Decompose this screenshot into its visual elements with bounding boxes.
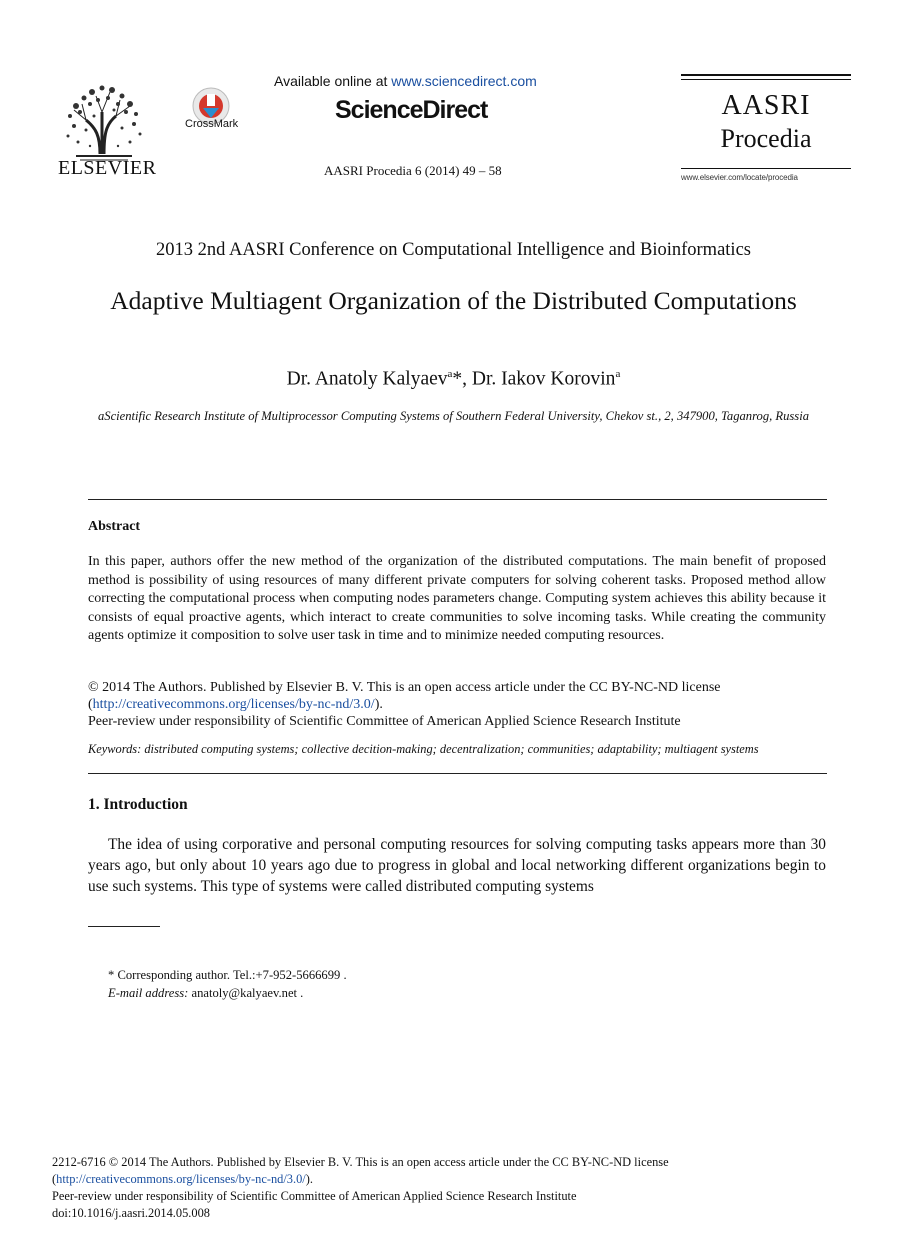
- license-link[interactable]: http://creativecommons.org/licenses/by-nc-nd/3.0/: [92, 697, 375, 712]
- email-address[interactable]: anatoly@kalyaev.net .: [188, 986, 304, 1000]
- sciencedirect-link[interactable]: www.sciencedirect.com: [391, 73, 537, 89]
- email-label: E-mail address:: [108, 986, 189, 1000]
- author-name: Dr. Anatoly Kalyaev: [286, 368, 448, 390]
- copyright-notice: [88, 679, 826, 730]
- abstract-heading: Abstract: [88, 519, 141, 534]
- journal-brand-rule: [681, 74, 851, 76]
- paren-close: ).: [374, 697, 383, 712]
- license-line: [88, 696, 826, 713]
- footer-issn-line: 2212-6716 © 2014 The Authors. Published by Elsevier B. V. This is an open access article under the CC BY-NC-ND license: [52, 1155, 669, 1169]
- section-divider: [88, 499, 827, 500]
- crossmark-label[interactable]: CrossMark: [185, 118, 239, 130]
- footer-license-link[interactable]: http://creativecommons.org/licenses/by-nc-nd/3.0/: [56, 1172, 306, 1186]
- introduction-text: The idea of using corporative and personal computing resources for solving computing tasks appears more than 30 years ago, but only about 10 years ago due to progress in global and local networking different organizations begin to use such systems. This type of systems were called distributed computing systems: [88, 836, 826, 895]
- author-separator: ,: [462, 368, 472, 390]
- journal-url-link[interactable]: www.elsevier.com/locate/procedia: [681, 173, 798, 182]
- email-note: [108, 986, 303, 1001]
- journal-brand-rule: [681, 79, 851, 80]
- affiliation-marker: a: [615, 368, 621, 380]
- publisher-name: ELSEVIER: [58, 157, 157, 179]
- author-list: [0, 368, 907, 391]
- section-divider: [88, 773, 827, 774]
- paren-close: ).: [305, 1172, 313, 1186]
- available-prefix: Available online at: [274, 73, 392, 89]
- keywords: Keywords: distributed computing systems; collective decition-making; decentralization; communities; adaptability; multiagent systems: [88, 742, 759, 756]
- sciencedirect-logo-text: ScienceDirect: [335, 96, 488, 124]
- paren-open: (: [88, 697, 93, 712]
- peer-review-line: Peer-review under responsibility of Scientific Committee of American Applied Science Research Institute: [88, 714, 681, 729]
- abstract-text: In this paper, authors offer the new method of the organization of the distributed computations. The main benefit of proposed method is possibility of using resources of many different private computers for solving coherent tasks. Proposed method allow correcting the computational process when computing nodes parameters change. Computing system achieves this ability because it consists of equal proactive agents, which interact to create communities to solve incoming tasks. While creating the community agents optimize it composition to solve user task in time and to minimize needed computing resources.: [88, 554, 826, 644]
- paper-title: Adaptive Multiagent Organization of the Distributed Computations: [110, 286, 797, 315]
- page-footer: [52, 1154, 752, 1222]
- footer-peer-review-line: Peer-review under responsibility of Scientific Committee of American Applied Science Research Institute: [52, 1189, 577, 1203]
- paren-open: (: [52, 1172, 57, 1186]
- author-affiliation: aScientific Research Institute of Multiprocessor Computing Systems of Southern Federal University, Chekov st., 2, 347900, Taganrog, Russia: [97, 409, 809, 423]
- journal-brand-rule: [681, 168, 851, 169]
- journal-reference: AASRI Procedia 6 (2014) 49 – 58: [324, 163, 502, 178]
- introduction-heading: 1. Introduction: [88, 796, 188, 813]
- affiliation-marker: a: [447, 368, 453, 380]
- available-online-line: [274, 73, 537, 89]
- author-name: Dr. Iakov Korovin: [471, 368, 616, 390]
- journal-brand-procedia: Procedia: [720, 124, 812, 153]
- corresponding-author-note: * Corresponding author. Tel.:+7-952-5666699 .: [108, 968, 347, 982]
- footer-license-line: [52, 1171, 752, 1188]
- footer-doi[interactable]: doi:10.1016/j.aasri.2014.05.008: [52, 1206, 210, 1220]
- journal-brand-aasri: AASRI: [721, 90, 811, 121]
- copyright-line: © 2014 The Authors. Published by Elsevier B. V. This is an open access article under the CC BY-NC-ND license: [88, 680, 721, 695]
- corresponding-marker: *: [452, 368, 463, 390]
- conference-name: 2013 2nd AASRI Conference on Computational Intelligence and Bioinformatics: [156, 240, 751, 260]
- footnote-rule: [88, 926, 160, 927]
